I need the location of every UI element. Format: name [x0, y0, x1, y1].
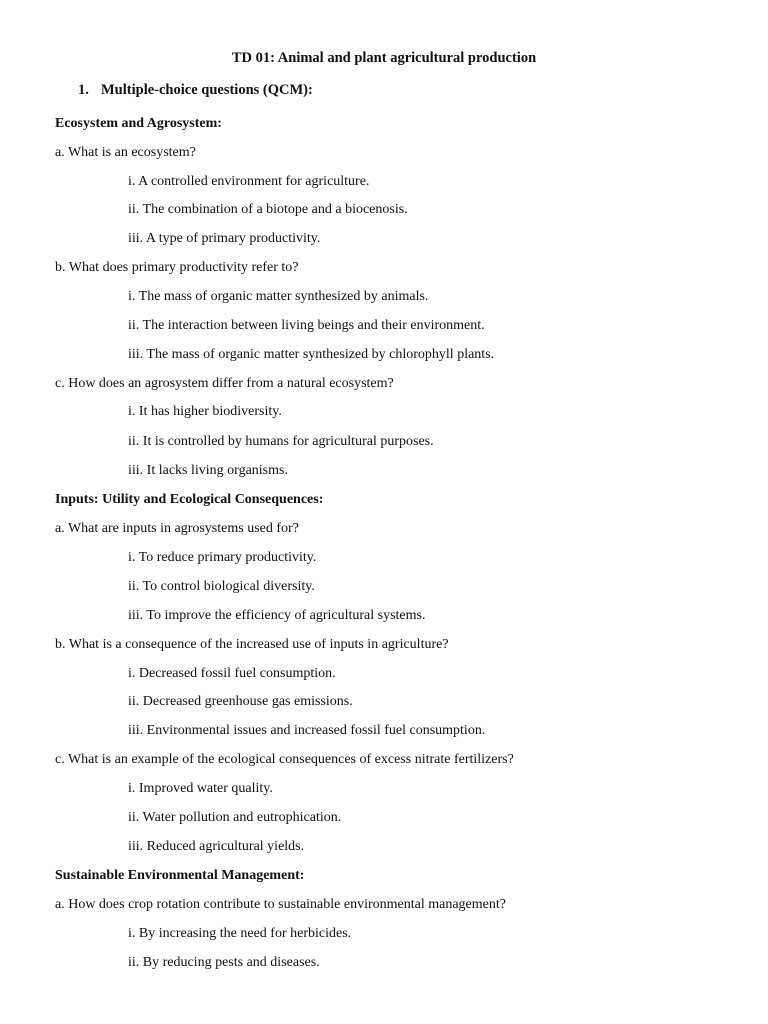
answer-option: i. A controlled environment for agriculture. — [128, 174, 370, 189]
question: c. What is an example of the ecological consequences of excess nitrate fertilizers? — [55, 752, 514, 767]
answer-option: ii. Water pollution and eutrophication. — [128, 810, 342, 825]
answer-option: ii. By reducing pests and diseases. — [128, 955, 320, 970]
document-title: TD 01: Animal and plant agricultural production — [231, 50, 537, 66]
question: a. What is an ecosystem? — [55, 145, 196, 160]
question: a. What are inputs in agrosystems used for? — [55, 521, 299, 536]
answer-option: ii. Decreased greenhouse gas emissions. — [128, 694, 353, 709]
section-heading: Ecosystem and Agrosystem: — [55, 116, 222, 131]
answer-option: iii. A type of primary productivity. — [128, 231, 321, 246]
part-heading — [78, 82, 313, 99]
answer-option: iii. It lacks living organisms. — [128, 463, 288, 478]
section-heading: Sustainable Environmental Management: — [55, 868, 305, 883]
answer-option: iii. Reduced agricultural yields. — [128, 839, 305, 854]
answer-option: i. To reduce primary productivity. — [128, 550, 317, 565]
answer-option: i. It has higher biodiversity. — [128, 404, 282, 419]
answer-option: ii. The combination of a biotope and a biocenosis. — [128, 202, 408, 217]
question: b. What is a consequence of the increased use of inputs in agriculture? — [55, 637, 449, 652]
answer-option: i. Improved water quality. — [128, 781, 273, 796]
answer-option: iii. The mass of organic matter synthesized by chlorophyll plants. — [128, 347, 495, 362]
section-heading: Inputs: Utility and Ecological Consequences: — [55, 492, 324, 507]
answer-option: i. Decreased fossil fuel consumption. — [128, 666, 336, 681]
answer-option: iii. To improve the efficiency of agricultural systems. — [128, 608, 426, 623]
answer-option: i. The mass of organic matter synthesized by animals. — [128, 289, 429, 304]
question: c. How does an agrosystem differ from a natural ecosystem? — [55, 376, 394, 391]
answer-option: ii. The interaction between living beings and their environment. — [128, 318, 485, 333]
answer-option: ii. To control biological diversity. — [128, 579, 315, 594]
answer-option: iii. Environmental issues and increased fossil fuel consumption. — [128, 723, 486, 738]
question: a. How does crop rotation contribute to sustainable environmental management? — [55, 897, 506, 912]
question: b. What does primary productivity refer to? — [55, 260, 299, 275]
answer-option: ii. It is controlled by humans for agricultural purposes. — [128, 434, 434, 449]
answer-option: i. By increasing the need for herbicides. — [128, 926, 352, 941]
part-label: Multiple-choice questions (QCM): — [101, 82, 313, 98]
part-number: 1. — [78, 82, 89, 98]
